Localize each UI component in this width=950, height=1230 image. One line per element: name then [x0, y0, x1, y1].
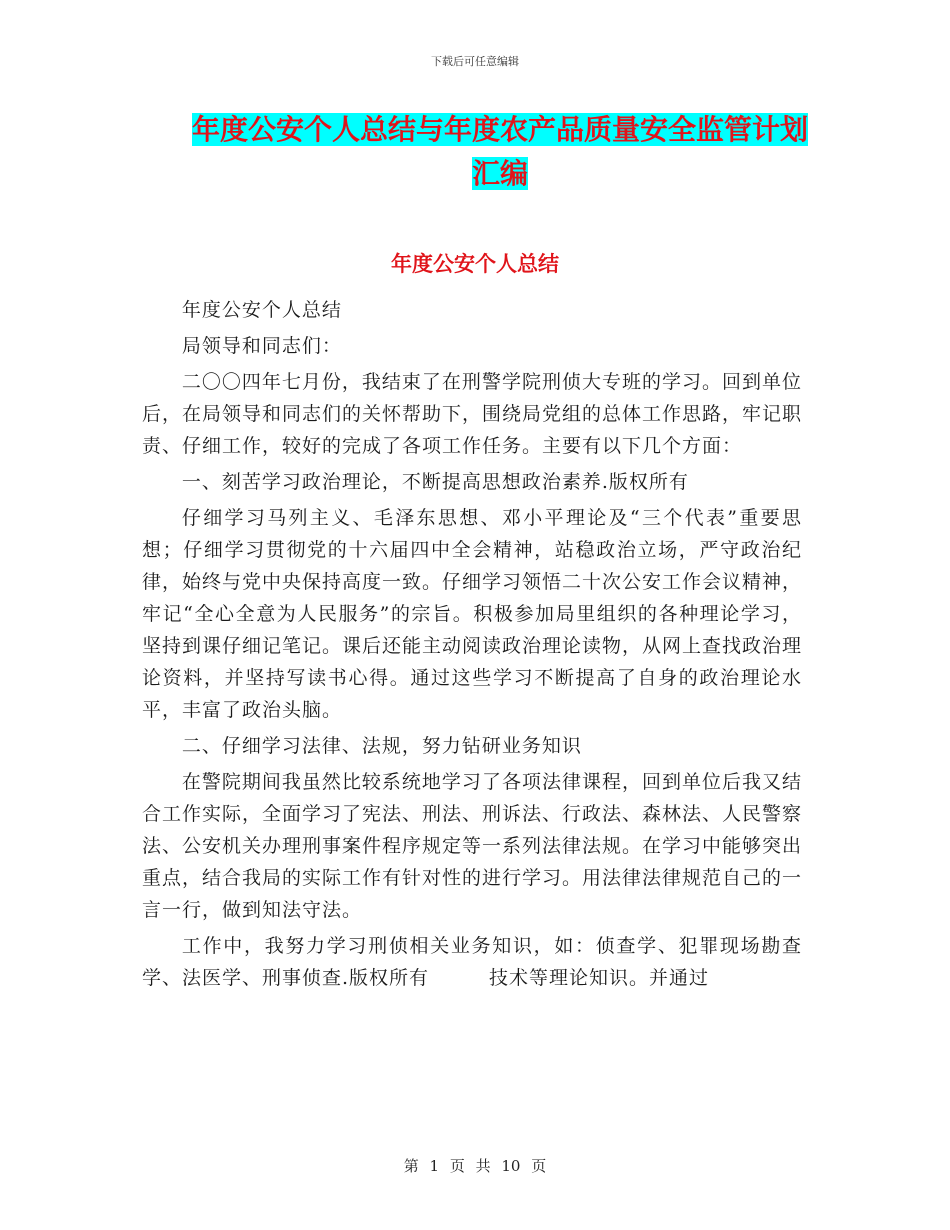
section-title: 年度公安个人总结 — [391, 252, 559, 276]
paragraph: 一、刻苦学习政治理论，不断提高思想政治素养.版权所有 — [181, 471, 689, 493]
header-note: 下载后可任意编辑 — [431, 55, 519, 68]
document-title-text: 年度公安个人总结与年度农产品质量安全监管计划汇编 — [191, 113, 808, 190]
paragraph: 工作中，我努力学习刑侦相关业务知识，如：侦查学、犯罪现场勘查学、法医学、刑事侦查.版权所有 技术等理论知识。并通过 — [142, 935, 802, 989]
paragraph: 二〇〇四年七月份，我结束了在刑警学院刑侦大专班的学习。回到单位后，在局领导和同志们的关怀帮助下，围绕局党组的总体工作思路，牢记职责、仔细工作，较好的完成了各项工作任务。主要有以下几个方面： — [142, 371, 803, 457]
document-body — [142, 294, 802, 998]
paragraph: 二、仔细学习法律、法规，努力钻研业务知识 — [181, 735, 582, 757]
page-footer: 第 1 页 共 10 页 — [403, 1157, 547, 1175]
paragraph: 仔细学习马列主义、毛泽东思想、邓小平理论及“三个代表”重要思想；仔细学习贯彻党的十六届四中全会精神，站稳政治立场，严守政治纪律，始终与党中央保持高度一致。仔细学习领悟二十次公安工作会议精神，牢记“全心全意为人民服务”的宗旨。积极参加局里组织的各种理论学习，坚持到课仔细记笔记。课后还能主动阅读政治理论读物，从网上查找政治理论资料，并坚持写读书心得。通过这些学习不断提高了自身的政治理论水平，丰富了政治头脑。 — [142, 507, 803, 721]
paragraph: 局领导和同志们： — [181, 335, 342, 357]
paragraph: 年度公安个人总结 — [181, 299, 342, 321]
document-title — [190, 108, 810, 196]
paragraph: 在警院期间我虽然比较系统地学习了各项法律课程，回到单位后我又结合工作实际，全面学习了宪法、刑法、刑诉法、行政法、森林法、人民警察法、公安机关办理刑事案件程序规定等一系列法律法规。在学习中能够突出重点，结合我局的实际工作有针对性的进行学习。用法律法律规范自己的一言一行，做到知法守法。 — [142, 771, 803, 921]
